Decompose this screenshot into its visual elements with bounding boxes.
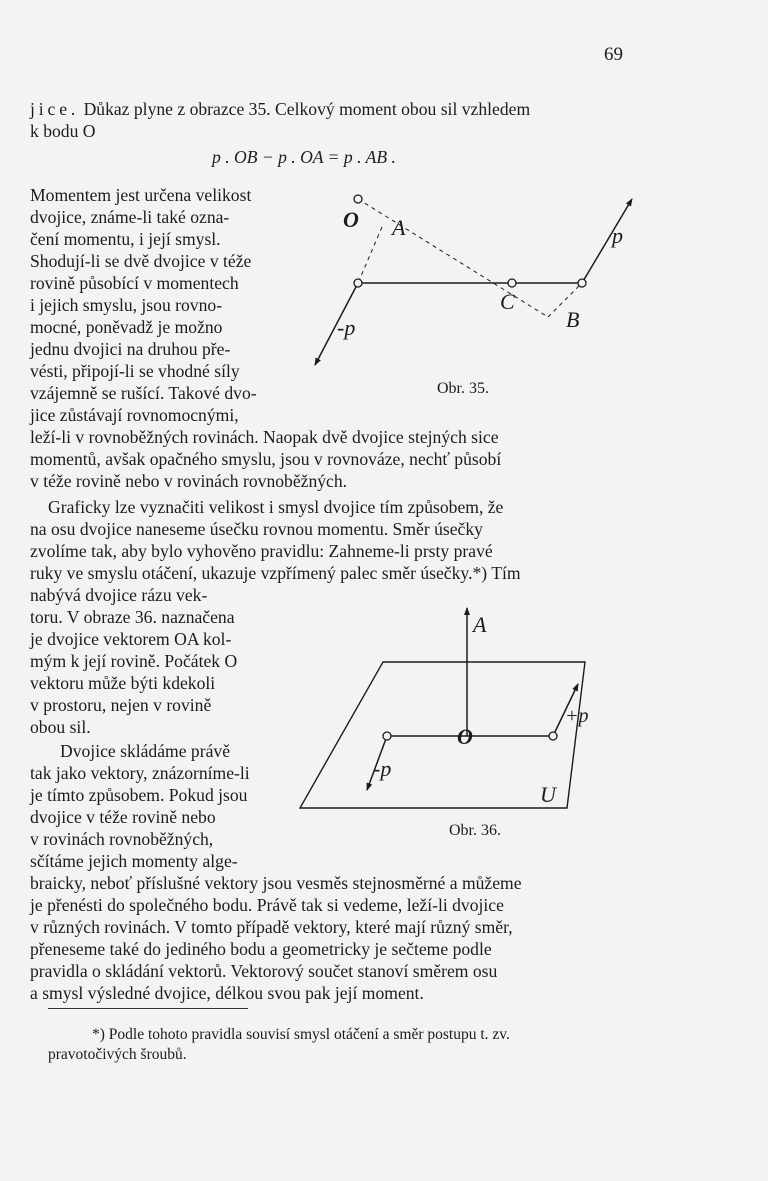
para4-line: je tímto způsobem. Pokud jsou — [30, 785, 248, 805]
para3-line: v prostoru, nejen v rovině — [30, 695, 212, 715]
para2-line: v téže rovině nebo v rovinách rovnoběžných. — [30, 471, 348, 491]
figure-35 — [300, 185, 650, 385]
para2-line: rovině působící v momentech — [30, 273, 239, 293]
para4-line: v různých rovinách. V tomto případě vektory, které mají různý směr, — [30, 917, 513, 937]
dashed-line-OB — [358, 199, 548, 317]
label-U: U — [540, 782, 556, 807]
para4-line: dvojice v téže rovině nebo — [30, 807, 216, 827]
label-B: B — [566, 307, 580, 332]
para3-line: obou sil. — [30, 717, 91, 737]
footnote-line: pravotočivých šroubů. — [48, 1046, 187, 1063]
para4-line: braicky, neboť příslušné vektory jsou vesměs stejnosměrné a můžeme — [30, 873, 522, 893]
figure-35-caption: Obr. 35. — [437, 380, 489, 397]
point-right — [549, 732, 557, 740]
para3-line: na osu dvojice naneseme úsečku rovnou momentu. Směr úsečky — [30, 519, 483, 539]
para4-line: pravidla o skládání vektorů. Vektorový součet stanoví směrem osu — [30, 961, 498, 981]
para4-line: Dvojice skládáme právě — [60, 741, 231, 761]
para3-line: vektoru může býti kdekoli — [30, 673, 216, 693]
para1-word-emphasis: jice. — [30, 99, 80, 119]
para2-line: čení momentu, i její smysl. — [30, 229, 221, 249]
point-C — [508, 279, 516, 287]
para2-line: vzájemně se rušící. Takové dvo- — [30, 383, 257, 403]
label-A: A — [392, 215, 406, 240]
figure-36 — [295, 600, 589, 815]
label-minus-p: -p — [373, 756, 392, 781]
para4-line: přeneseme také do jediného bodu a geometricky je sečteme podle — [30, 939, 492, 959]
para1-line1 — [30, 98, 530, 120]
para2-line: jednu dvojici na druhou pře- — [30, 339, 231, 359]
label-p: p — [612, 223, 623, 248]
para2-line: jice zůstávají rovnomocnými, — [30, 405, 239, 425]
dashed-line-AO — [358, 227, 382, 283]
point-O — [354, 195, 362, 203]
label-plus-p: +p — [565, 705, 589, 727]
para3-line: zvolíme tak, aby bylo vyhověno pravidlu: Zahneme-li prsty pravé — [30, 541, 493, 561]
para1-line2: k bodu O — [30, 121, 96, 141]
para2-line: i jejich smyslu, jsou rovno- — [30, 295, 223, 315]
para4-line: v rovinách rovnoběžných, — [30, 829, 214, 849]
para3-line: nabývá dvojice rázu vek- — [30, 585, 208, 605]
figure-36-caption: Obr. 36. — [449, 822, 501, 839]
para3-line: je dvojice vektorem OA kol- — [30, 629, 232, 649]
para4-line: tak jako vektory, znázorníme-li — [30, 763, 250, 783]
label-minus-p: -p — [337, 315, 356, 340]
para4-line: sčítáme jejich momenty alge- — [30, 851, 238, 871]
para3-line: toru. V obraze 36. naznačena — [30, 607, 235, 627]
para2-line: leží-li v rovnoběžných rovinách. Naopak dvě dvojice stejných sice — [30, 427, 499, 447]
force-arrow-plus-p — [582, 199, 632, 283]
label-O: O — [457, 724, 473, 749]
point-B-end — [578, 279, 586, 287]
para3-line: Graficky lze vyznačiti velikost i smysl dvojice tím způsobem, že — [48, 497, 504, 517]
para4-line: a smysl výsledné dvojice, délkou svou pak její moment. — [30, 983, 424, 1003]
para2-line: Shodují-li se dvě dvojice v téže — [30, 251, 252, 271]
para3-line: mým k její rovině. Počátek O — [30, 651, 238, 671]
point-A-end — [354, 279, 362, 287]
label-O: O — [343, 207, 359, 232]
page-number: 69 — [604, 44, 623, 65]
para2-line: dvojice, známe-li také ozna- — [30, 207, 230, 227]
para2-line: mocné, poněvadž je možno — [30, 317, 223, 337]
para3-line: ruky ve smyslu otáčení, ukazuje vzpřímený palec směr úsečky.*) Tím — [30, 563, 521, 583]
para2-line: momentů, avšak opačného smyslu, jsou v rovnováze, nechť působí — [30, 449, 502, 469]
para2-line: vésti, připojí-li se vhodné síly — [30, 361, 240, 381]
para2-line: Momentem jest určena velikost — [30, 185, 252, 205]
footnote-line: *) Podle tohoto pravidla souvisí smysl otáčení a směr postupu t. zv. — [92, 1026, 510, 1043]
label-C: C — [500, 289, 515, 314]
para4-line: je přenésti do společného bodu. Právě tak si vedeme, leží-li dvojice — [30, 895, 504, 915]
para1-line1-text: Důkaz plyne z obrazce 35. Celkový moment obou sil vzhledem — [83, 99, 531, 119]
footnote-rule — [48, 1008, 248, 1009]
point-left — [383, 732, 391, 740]
label-A: A — [473, 612, 487, 637]
moment-equation: p . OB − p . OA = p . AB . — [212, 147, 396, 167]
